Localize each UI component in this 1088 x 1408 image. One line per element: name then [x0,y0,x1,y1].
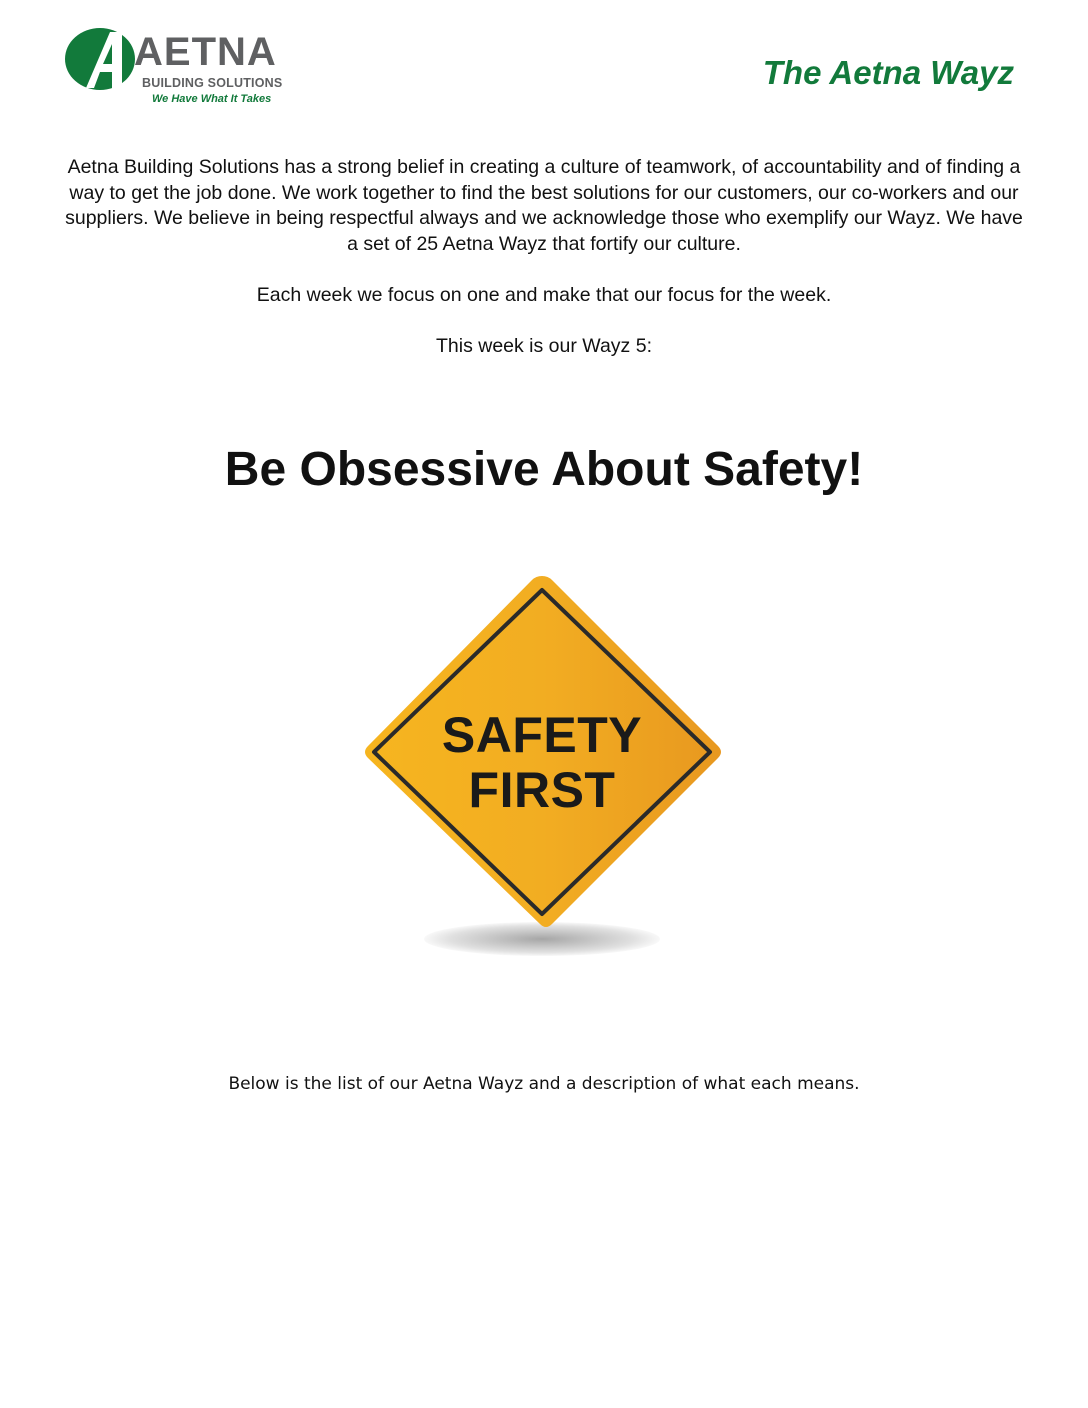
intro-paragraph: Aetna Building Solutions has a strong belief in creating a culture of teamwork, of accountability and of finding a way to get the job done. We work together to find the best solutions for our customers, our co-workers and our suppliers. We believe in being respectful always and we acknowledge those who exemplify our Wayz. We have a set of 25 Aetna Wayz that fortify our culture. [65,156,1023,255]
logo-name: AETNA [134,30,277,74]
weekly-focus-text: Each week we focus on one and make that our focus for the week. [256,284,832,306]
headline: Be Obsessive About Safety! [224,443,864,496]
logo-tagline: We Have What It Takes [152,93,272,105]
sign-text-line-2: FIRST [468,762,616,818]
sign-text-line-1: SAFETY [441,707,643,763]
logo-subtitle: BUILDING SOLUTIONS [142,76,283,90]
page-title: The Aetna Wayz [762,54,1014,91]
aetna-logo [64,26,304,110]
this-week-text: This week is our Wayz 5: [435,335,652,357]
footer-note: Below is the list of our Aetna Wayz and a description of what each means. [228,1074,860,1094]
safety-first-sign-icon [352,570,732,970]
aetna-a-logo-icon [64,26,140,92]
